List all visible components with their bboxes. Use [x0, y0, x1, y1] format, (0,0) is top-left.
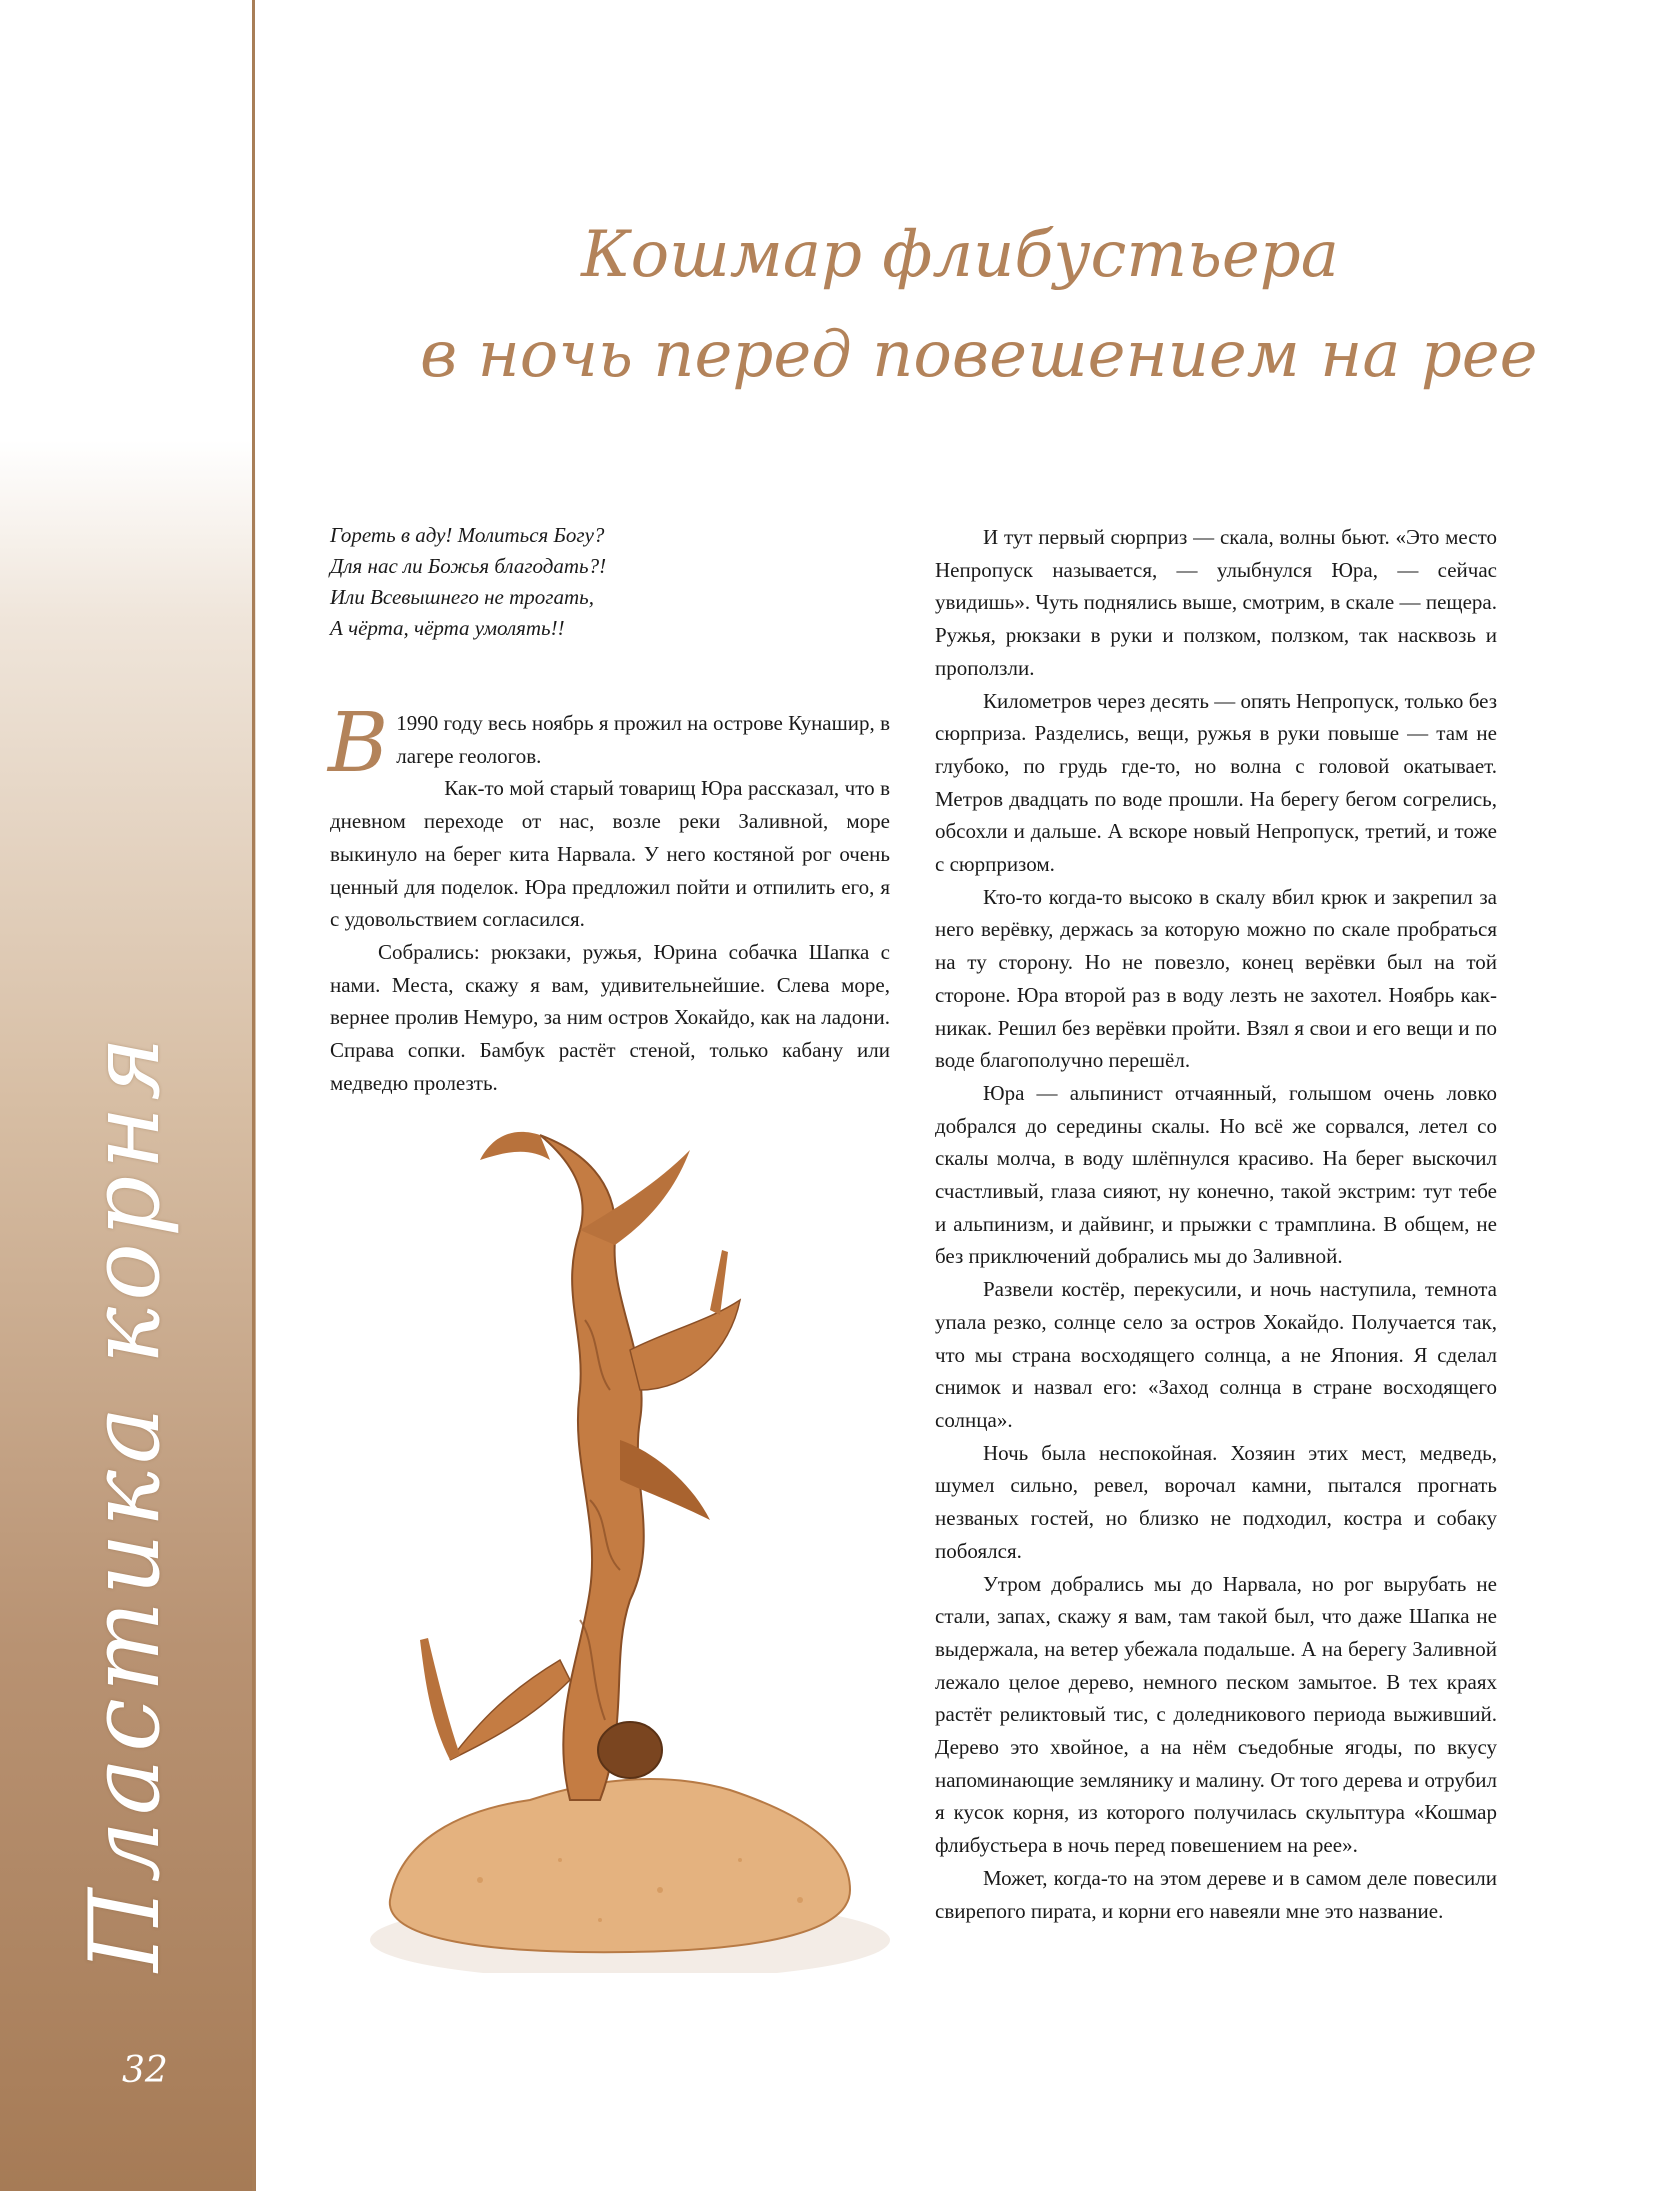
sculpture-photo	[330, 1120, 895, 1973]
section-title-vertical: Пластика корня	[69, 1030, 181, 1972]
paragraph: Собрались: рюкзаки, ружья, Юрина собачка Шапка с нами. Места, скажу я вам, удивительнейшие. Слева море, вернее пролив Немуро, за ним остров Хокайдо, как на ладони. Справа сопки. Бамбук растёт стеной, только кабану или медведю пролезть.	[330, 939, 890, 1095]
paragraph: И тут первый сюрприз — скала, волны бьют. «Это место Непропуск называется, — улыбнулся Юра, — сейчас увидишь». Чуть поднялись выше, смотрим, в скале — пещера. Ружья, рюкзаки в руки и ползком, ползком, так насквозь и проползли.	[935, 525, 1497, 680]
paragraph: Километров через десять — опять Непропуск, только без сюрприза. Разделись, вещи, ружья в руки повыше — там не глубоко, по грудь где-то, но волна с головой окатывает. Метров двадцать по воде прошли. На берегу бегом согрелись, обсохли и дальше. А вскоре новый Непропуск, третий, и тоже с сюрпризом.	[935, 688, 1497, 877]
left-column	[328, 696, 890, 1099]
epigraph-line: А чёрта, чёрта умолять!!	[330, 616, 565, 640]
epigraph-line: Или Всевышнего не трогать,	[330, 585, 594, 609]
page-number: 32	[122, 2050, 168, 2091]
drop-cap: В	[328, 696, 389, 791]
article-title	[420, 205, 1538, 405]
paragraph: Как-то мой старый товарищ Юра рассказал, что в дневном переходе от нас, возле реки Заливной, море выкинуло на берег кита Нарвала. У него костяной рог очень ценный для поделок. Юра предложил пойти и отпилить его, я с удовольствием согласился.	[330, 776, 890, 932]
article-title-line-1: Кошмар флибустьера	[581, 218, 1339, 292]
sidebar-divider	[252, 0, 255, 2191]
article-title-line-2: в ночь перед повешением на рее	[420, 318, 1538, 392]
paragraph: Ночь была неспокойная. Хозяин этих мест, медведь, шумел сильно, ревел, ворочал камни, пытался прогнать незваных гостей, но близко не подходил, костра и собаку побоялся.	[935, 1440, 1497, 1563]
paragraph: Развели костёр, перекусили, и ночь наступила, темнота упала резко, солнце село за остров Хокайдо. Получается так, что мы страна восходящего солнца, а не Япония. Я сделал снимок и назвал его: «Заход солнца в стране восходящего солнца».	[935, 1277, 1497, 1432]
right-column	[935, 521, 1497, 1927]
paragraph: Юра — альпинист отчаянный, голышом очень ловко добрался до середины скалы. Но всё же сорвался, летел со скалы молча, в воду шлёпнулся красиво. На берег выскочил счастливый, глаза сияют, ну конечно, такой экстрим: тут тебе и альпинизм, и дайвинг, и прыжки с трамплина. В общем, не без приключений добрались мы до Заливной.	[935, 1080, 1497, 1269]
paragraph: Утром добрались мы до Нарвала, но рог вырубать не стали, запах, скажу я вам, там такой был, что даже Шапка не выдержала, на ветер убежала подальше. А на берегу Заливной лежало целое дерево, немного песком замытое. В тех краях растёт реликтовый тис, с доледникового периода выживший. Дерево это хвойное, а на нём съедобные ягоды, по вкусу напоминающие землянику и малину. От того дерева и отрубил я кусок корня, из которого получилась скульптура «Кошмар флибустьера в ночь перед повешением на рее».	[935, 1571, 1497, 1858]
first-paragraph	[328, 696, 890, 791]
paragraph: Кто-то когда-то высоко в скалу вбил крюк и закрепил за него верёвку, держась за которую можно по скале пробраться на ту сторону. Но не повезло, конец верёвки был на той стороне. Юра второй раз в воду лезть не захотел. Ноябрь как-никак. Решил без верёвки пройти. Взял я свои и его вещи и по воде благополучно перешёл.	[935, 884, 1497, 1073]
epigraph-line: Гореть в аду! Молиться Богу?	[330, 523, 605, 547]
first-paragraph-text: 1990 году весь ноябрь я прожил на острове Кунашир, в лагере геологов.	[396, 711, 890, 768]
epigraph-line: Для нас ли Божья благодать?!	[330, 554, 607, 578]
paragraph: Может, когда-то на этом дереве и в самом деле повесили свирепого пирата, и корни его навеяли мне это название.	[935, 1865, 1497, 1923]
epigraph	[330, 520, 890, 644]
